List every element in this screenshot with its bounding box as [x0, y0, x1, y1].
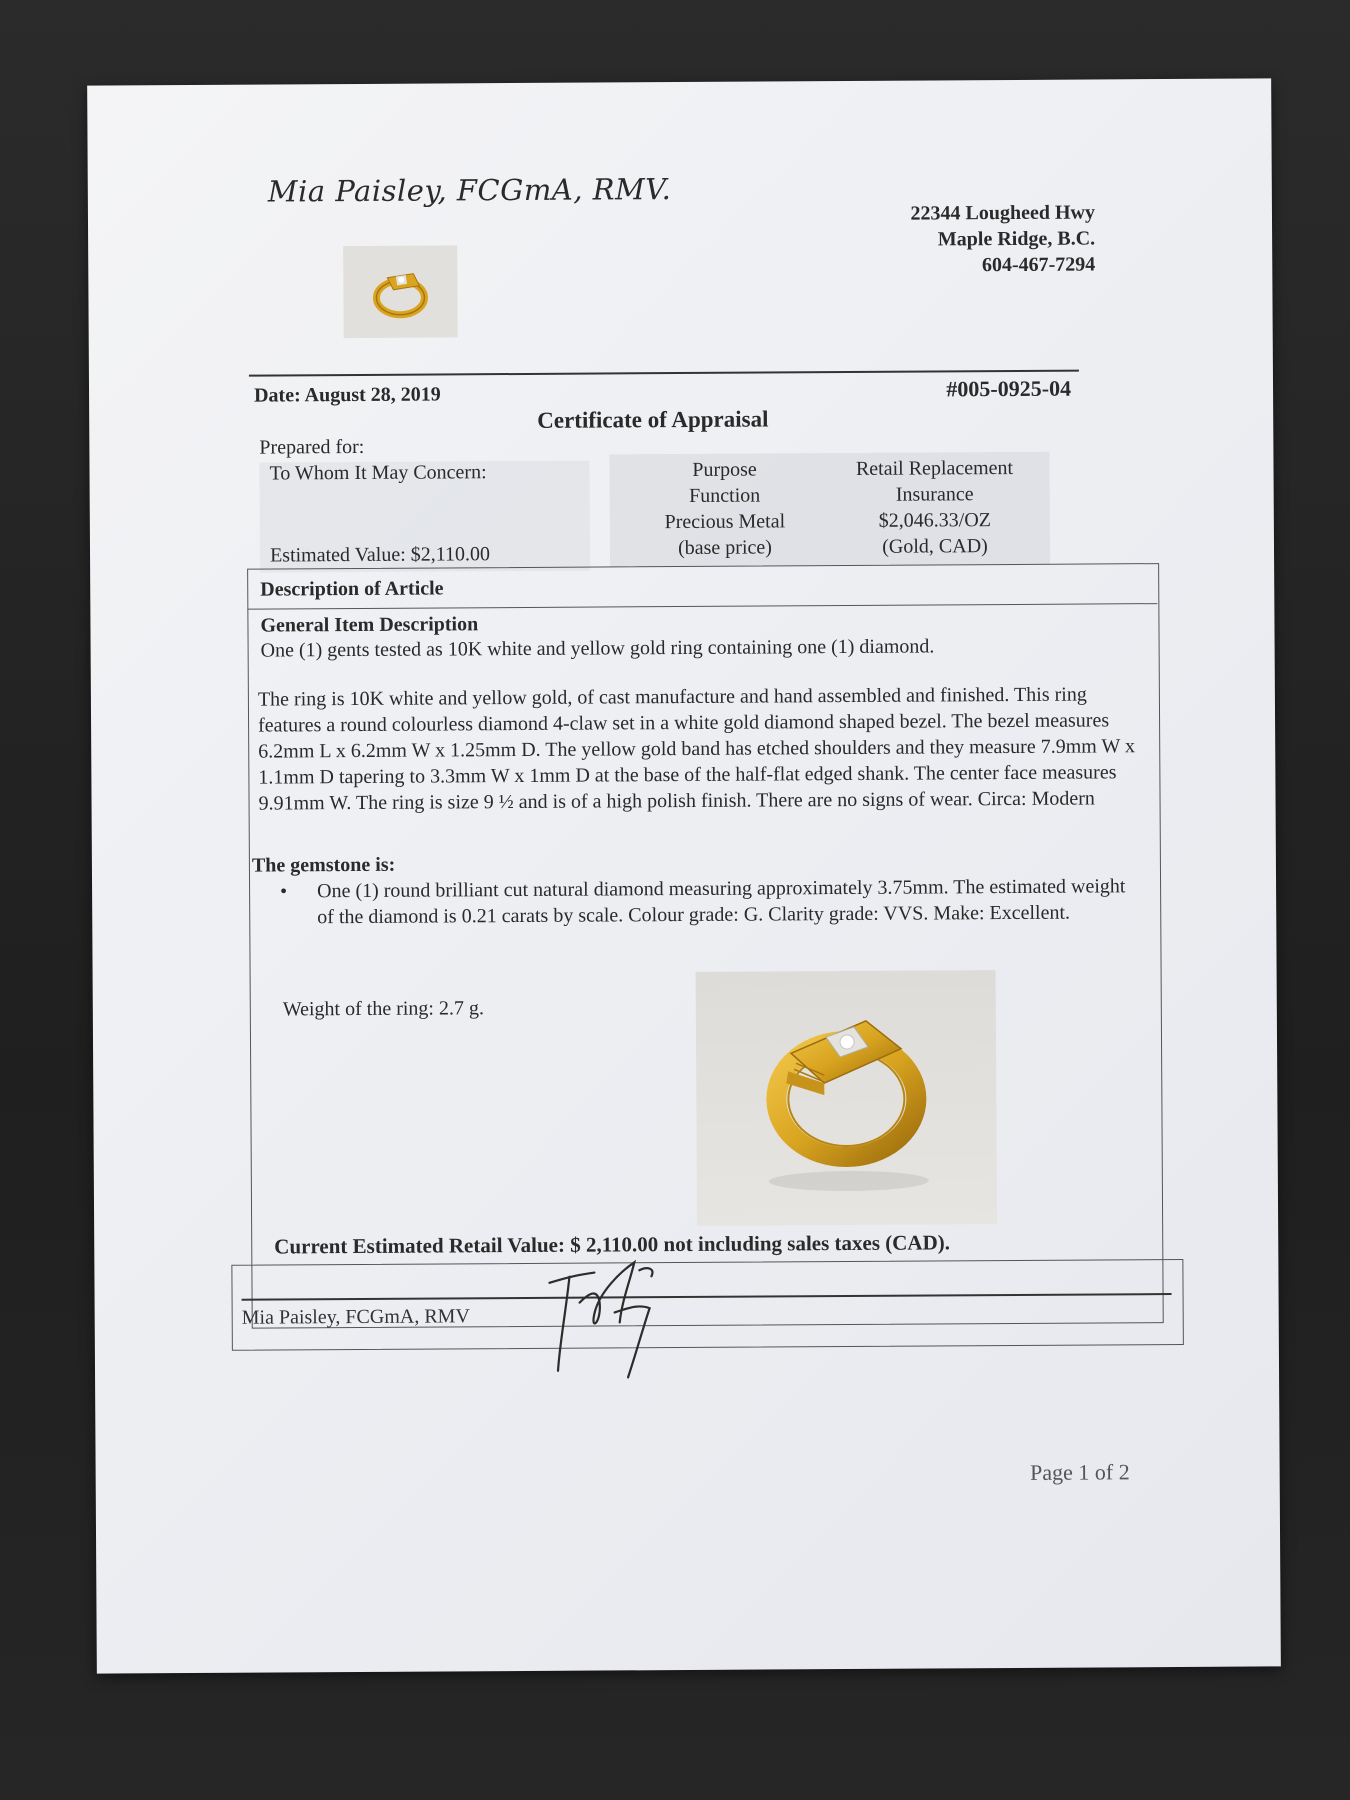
base-price-value: (Gold, CAD)	[882, 535, 988, 558]
general-item-text: One (1) gents tested as 10K white and yellow gold ring containing one (1) diamond.	[260, 635, 935, 662]
gemstone-title: The gemstone is:	[251, 853, 396, 877]
bullet-icon: •	[280, 880, 288, 903]
certificate-number: #005-0925-04	[946, 375, 1072, 402]
ring-photo-icon	[696, 970, 998, 1226]
handwritten-signature	[539, 1252, 680, 1383]
prepared-for-label: Prepared for:	[259, 435, 365, 459]
ring-thumbnail-image	[343, 245, 458, 338]
ring-weight: Weight of the ring: 2.7 g.	[282, 997, 485, 1021]
estimated-value: Estimated Value: $2,110.00	[269, 543, 491, 567]
purpose-label: Purpose	[692, 458, 757, 481]
precious-metal-value: $2,046.33/OZ	[878, 509, 992, 532]
address-city: Maple Ridge, B.C.	[937, 227, 1096, 251]
ring-thumbnail-icon	[343, 245, 458, 338]
function-value: Insurance	[895, 483, 974, 506]
ring-photo-image	[696, 970, 998, 1226]
signature-icon	[539, 1252, 680, 1383]
address-street: 22344 Lougheed Hwy	[910, 201, 1096, 225]
appraisal-date: Date: August 28, 2019	[253, 383, 441, 407]
appraiser-address	[910, 199, 1095, 278]
appraiser-name-heading: Mia Paisley, FCGmA, RMV.	[267, 172, 672, 209]
description-header: Description of Article	[260, 577, 444, 601]
purpose-value: Retail Replacement	[855, 456, 1014, 480]
address-phone: 604-467-7294	[981, 253, 1096, 277]
purpose-values-column	[809, 455, 1060, 561]
appraisal-document	[87, 78, 1281, 1673]
signatory-name: Mia Paisley, FCGmA, RMV	[241, 1305, 470, 1329]
function-label: Function	[689, 484, 761, 507]
ring-description-paragraph: The ring is 10K white and yellow gold, of cast manufacture and hand assembled and finished. This ring features a round colourless diamond 4-claw set in a white gold diamond shaped bezel. The bezel measures 6.2mm L x 6.2mm W x 1.25mm D. The yellow gold band has etched shoulders and they measure 7.9mm W x 1.1mm D tapering to 3.3mm W x 1mm D at the base of the half-flat edged shank. The center face measures 9.91mm W. The ring is size 9 ½ and is of a high polish finish. There are no signs of wear. Circa: Modern	[257, 683, 1136, 815]
page-number: Page 1 of 2	[1029, 1459, 1130, 1485]
certificate-title: Certificate of Appraisal	[537, 406, 769, 433]
general-item-title: General Item Description	[260, 613, 479, 637]
purpose-labels-column	[609, 456, 840, 561]
base-price-label: (base price)	[678, 536, 772, 560]
gemstone-description: One (1) round brilliant cut natural diamond measuring approximately 3.75mm. The estimated weight of the diamond is 0.21 carats by scale. Colour grade: G. Clarity grade: VVS. Make: Excellent.	[317, 875, 1126, 929]
current-retail-value: Current Estimated Retail Value: $ 2,110.00 not including sales taxes (CAD).	[274, 1230, 951, 1259]
signature-section	[231, 1259, 1184, 1351]
precious-metal-label: Precious Metal	[664, 510, 786, 534]
prepared-for-recipient: To Whom It May Concern:	[269, 461, 487, 485]
